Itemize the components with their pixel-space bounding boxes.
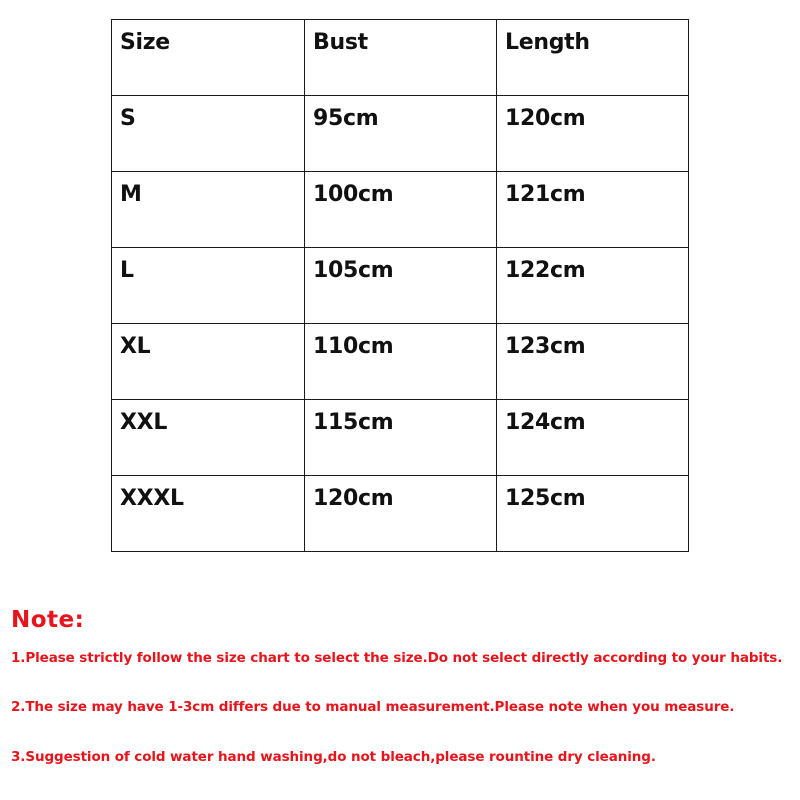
note-item-3: 3.Suggestion of cold water hand washing,do not bleach,please rountine dry cleaning.	[11, 749, 656, 765]
cell-bust: 110cm	[305, 324, 497, 400]
cell-size: XXL	[112, 400, 305, 476]
header-size: Size	[112, 20, 305, 96]
cell-length: 123cm	[497, 324, 689, 400]
cell-length: 125cm	[497, 476, 689, 552]
table-row	[112, 248, 689, 324]
table-row	[112, 96, 689, 172]
cell-length: 124cm	[497, 400, 689, 476]
cell-bust: 105cm	[305, 248, 497, 324]
header-bust: Bust	[305, 20, 497, 96]
table-row	[112, 172, 689, 248]
note-item-2: 2.The size may have 1-3cm differs due to manual measurement.Please note when you measure.	[11, 699, 735, 715]
note-title: Note:	[11, 607, 85, 633]
table-header-row	[112, 20, 689, 96]
header-length: Length	[497, 20, 689, 96]
cell-size: XL	[112, 324, 305, 400]
cell-bust: 95cm	[305, 96, 497, 172]
cell-length: 122cm	[497, 248, 689, 324]
cell-bust: 115cm	[305, 400, 497, 476]
note-item-1: 1.Please strictly follow the size chart to select the size.Do not select directly according to your habits.	[11, 650, 783, 666]
cell-size: M	[112, 172, 305, 248]
table-row	[112, 324, 689, 400]
cell-bust: 100cm	[305, 172, 497, 248]
size-chart-table	[111, 19, 689, 552]
table-row	[112, 400, 689, 476]
cell-length: 121cm	[497, 172, 689, 248]
cell-size: XXXL	[112, 476, 305, 552]
table-row	[112, 476, 689, 552]
cell-length: 120cm	[497, 96, 689, 172]
cell-bust: 120cm	[305, 476, 497, 552]
cell-size: S	[112, 96, 305, 172]
cell-size: L	[112, 248, 305, 324]
